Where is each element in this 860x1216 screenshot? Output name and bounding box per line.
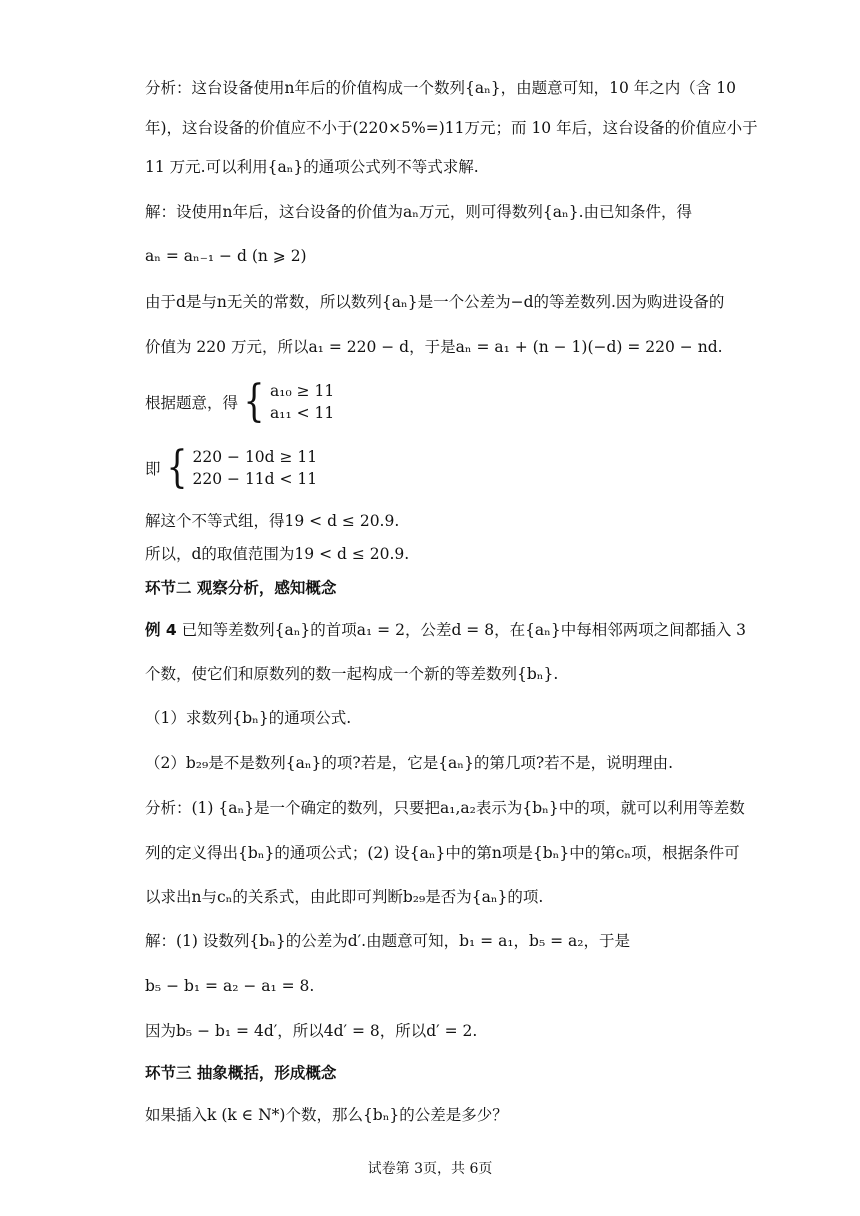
solution-2-line-2: b₅ − b₁ = a₂ − a₁ = 8.: [145, 977, 315, 995]
example-4-line-2: 个数，使它们和原数列的数一起构成一个新的等差数列{bₙ}.: [145, 665, 559, 683]
left-brace: {: [243, 376, 265, 427]
analysis-2-line-3: 以求出n与cₙ的关系式，由此即可判断b₂₉是否为{aₙ}的项.: [145, 888, 544, 906]
section-2-heading: 环节二 观察分析，感知概念: [145, 579, 337, 597]
solution-line-1: 解：设使用n年后，这台设备的价值为aₙ万元，则可得数列{aₙ}.由已知条件，得: [145, 203, 693, 221]
solve-inequality-line: 解这个不等式组，得19 < d ≤ 20.9.: [145, 512, 400, 530]
system-2-prefix: 即: [145, 460, 161, 478]
question-1: （1）求数列{bₙ}的通项公式.: [145, 709, 352, 727]
example-4-label: 例 4: [145, 621, 177, 639]
solution-line-3: 价值为 220 万元，所以a₁ = 220 − d，于是aₙ = a₁ + (n − 1)(−d) = 220 − nd.: [145, 338, 723, 356]
inequality-system-2: [145, 442, 318, 493]
range-conclusion-line: 所以，d的取值范围为19 < d ≤ 20.9.: [145, 545, 410, 563]
analysis-2-line-1: 分析：(1) {aₙ}是一个确定的数列，只要把a₁,a₂表示为{bₙ}中的项，就可以利用等差数: [145, 799, 745, 817]
recurrence-equation: aₙ = aₙ₋₁ − d (n ⩾ 2): [145, 247, 307, 265]
question-2: （2）b₂₉是不是数列{aₙ}的项?若是，它是{aₙ}的第几项?若不是，说明理由.: [145, 754, 674, 772]
left-brace: {: [166, 442, 188, 493]
system-1-row-1: a₁₀ ≥ 11: [270, 382, 335, 400]
analysis-line-2: 年)，这台设备的价值应不小于(220×5%=)11万元；而 10 年后，这台设备的价值应小于: [145, 119, 758, 137]
system-2-row-1: 220 − 10d ≥ 11: [192, 448, 318, 466]
inequality-system-1: [145, 376, 335, 427]
analysis-2-line-2: 列的定义得出{bₙ}的通项公式；(2) 设{aₙ}中的第n项是{bₙ}中的第cₙ项，根据条件可: [145, 844, 740, 862]
solution-2-line-3: 因为b₅ − b₁ = 4d′，所以4d′ = 8，所以d′ = 2.: [145, 1022, 478, 1040]
final-question-line: 如果插入k (k ∈ N*)个数，那么{bₙ}的公差是多少？: [145, 1106, 508, 1124]
system-1-prefix: 根据题意，得: [145, 394, 239, 412]
solution-2-line-1: 解：(1) 设数列{bₙ}的公差为d′.由题意可知，b₁ = a₁，b₅ = a₂，于是: [145, 932, 630, 950]
section-3-heading: 环节三 抽象概括，形成概念: [145, 1064, 337, 1082]
analysis-line-1: 分析：这台设备使用n年后的价值构成一个数列{aₙ}，由题意可知，10 年之内（含 10: [145, 79, 736, 97]
example-4-text: 已知等差数列{aₙ}的首项a₁ = 2，公差d = 8，在{aₙ}中每相邻两项之间都插入 3: [176, 621, 747, 639]
system-2-row-2: 220 − 11d < 11: [192, 470, 318, 488]
page-footer: 试卷第 3页，共 6页: [367, 1161, 493, 1177]
system-1-row-2: a₁₁ < 11: [270, 404, 335, 422]
example-4-line-1: [145, 619, 746, 641]
solution-line-2: 由于d是与n无关的常数，所以数列{aₙ}是一个公差为−d的等差数列.因为购进设备的: [145, 293, 725, 311]
analysis-line-3: 11 万元.可以利用{aₙ}的通项公式列不等式求解.: [145, 158, 479, 176]
